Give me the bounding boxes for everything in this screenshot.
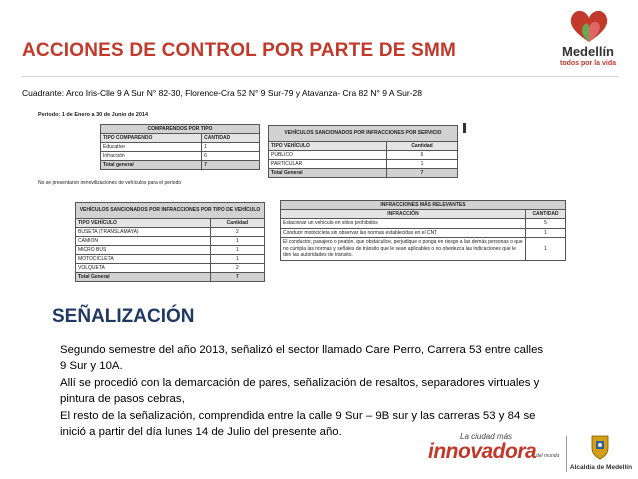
- servicio-col1: TIPO VEHÍCULO: [269, 142, 387, 151]
- row-value: 2: [210, 264, 264, 273]
- table-row: [76, 264, 265, 273]
- slide-title: ACCIONES DE CONTROL POR PARTE DE SMM: [22, 40, 457, 61]
- section-title: SEÑALIZACIÓN: [52, 306, 195, 327]
- comparendos-title: COMPARENDOS POR TIPO: [101, 125, 260, 134]
- servicio-title: VEHÍCULOS SANCIONADOS POR INFRACCIONES POR SERVICIO: [269, 126, 458, 142]
- medellin-logo: [548, 8, 628, 72]
- row-label: Educativo: [101, 143, 202, 152]
- comparendos-table: [100, 124, 260, 170]
- comparendos-col1: TIPO COMPARENDO: [101, 134, 202, 143]
- row-label: PUBLICO: [269, 151, 387, 160]
- row-value: 1: [210, 246, 264, 255]
- tipo-vehiculo-total-label: Total General: [76, 273, 211, 282]
- logo-name: Medellín: [561, 44, 614, 59]
- servicio-total-value: 7: [387, 169, 458, 178]
- tipo-vehiculo-col1: TIPO VEHÍCULO: [76, 219, 211, 228]
- scan-mark: [463, 123, 466, 133]
- servicio-col2: Cantidad: [387, 142, 458, 151]
- table-row: [281, 238, 566, 261]
- slogan-big: innovadora: [428, 440, 537, 463]
- row-label: PARTICULAR: [269, 160, 387, 169]
- row-label: BUSETA (TRANSLAMAYA): [76, 228, 211, 237]
- innovadora-logo: [428, 432, 564, 476]
- comparendos-total-label: Total general: [101, 161, 202, 170]
- row-value: 1: [202, 143, 260, 152]
- infracciones-col1: INFRACCIÓN: [281, 210, 526, 219]
- row-value: 1: [526, 228, 566, 238]
- table-row: [76, 228, 265, 237]
- table-row: [101, 152, 260, 161]
- row-value: 1: [210, 255, 264, 264]
- row-value: 1: [526, 238, 566, 261]
- infracciones-title: INFRACCIONES MÁS RELEVANTES: [281, 201, 566, 210]
- shield-icon: [591, 434, 609, 460]
- row-label: Conducir motocicleta sin observar las normas establecidas en el CNT: [281, 228, 526, 238]
- alcaldia-label: Alcaldía de Medellín: [569, 464, 633, 471]
- header-divider: [22, 76, 618, 77]
- slogan-sub: del mundo: [536, 453, 560, 459]
- row-label: MICRO BUS: [76, 246, 211, 255]
- paragraph: Segundo semestre del año 2013, señalizó el sector llamado Care Perro, Carrera 53 entre calles 9 Sur y 10A.: [60, 344, 544, 373]
- row-label: Estacionar un vehículo en sitios prohibidos: [281, 219, 526, 229]
- tipo-vehiculo-total-value: 7: [210, 273, 264, 282]
- table-row: [281, 228, 566, 238]
- slogan-small: La ciudad más: [460, 432, 513, 441]
- heart-logo-icon: [568, 8, 610, 44]
- inmovilizaciones-note: No se presentaron inmovilizaciones de vehículos para el periodo: [38, 180, 182, 186]
- table-row: [101, 143, 260, 152]
- period-label: Periodo: 1 de Enero a 30 de Junio de 2014: [38, 112, 149, 118]
- quadrant-subtitle: Cuadrante: Arco Iris-Clle 9 A Sur N° 82-30, Florence-Cra 52 N° 9 Sur-79 y Atavanza- Cra 82 N° 9 A Sur-28: [22, 88, 422, 98]
- table-row: [76, 255, 265, 264]
- tipo-vehiculo-title: VEHÍCULOS SANCIONADOS POR INFRACCIONES POR TIPO DE VEHÍCULO: [76, 203, 265, 219]
- row-label: El conductor, pasajero o peatón, que obstaculice, perjudique o ponga en riesgo a las demás personas o que no cumpla las normas y señales de tránsito que le sean aplicables o no obedezca las indicaciones que le den las autoridades de tránsito.: [281, 238, 526, 261]
- table-row: [76, 237, 265, 246]
- row-value: 6: [202, 152, 260, 161]
- row-value: 1: [210, 237, 264, 246]
- comparendos-total-value: 7: [202, 161, 260, 170]
- servicio-total-label: Total General: [269, 169, 387, 178]
- row-value: 2: [210, 228, 264, 237]
- alcaldia-logo: [568, 434, 634, 476]
- table-row: [269, 151, 458, 160]
- row-label: Infracción: [101, 152, 202, 161]
- section-body: [60, 342, 550, 440]
- tipo-vehiculo-table: [75, 202, 265, 282]
- row-value: 5: [526, 219, 566, 229]
- tipo-vehiculo-col2: Cantidad: [210, 219, 264, 228]
- infracciones-table: [280, 200, 566, 261]
- table-row: [76, 246, 265, 255]
- footer-divider: [566, 436, 567, 472]
- row-label: VOLQUETA: [76, 264, 211, 273]
- servicio-table: [268, 125, 458, 178]
- row-label: CAMION: [76, 237, 211, 246]
- logo-tagline: todos por la vida: [559, 60, 616, 67]
- infracciones-col2: CANTIDAD: [526, 210, 566, 219]
- paragraph: El resto de la señalización, comprendida entre la calle 9 Sur – 9B sur y las carreras 53 y 84 se inició a partir del día lunes 14 de Julio del presente año.: [60, 409, 536, 439]
- table-row: [269, 160, 458, 169]
- comparendos-col2: CANTIDAD: [202, 134, 260, 143]
- table-row: [281, 219, 566, 229]
- paragraph: Allí se procedió con la demarcación de pares, señalización de resaltos, separadores virtuales y pintura de pasos cebras,: [60, 376, 540, 406]
- row-label: MOTOCICLETA: [76, 255, 211, 264]
- row-value: 6: [387, 151, 458, 160]
- row-value: 1: [387, 160, 458, 169]
